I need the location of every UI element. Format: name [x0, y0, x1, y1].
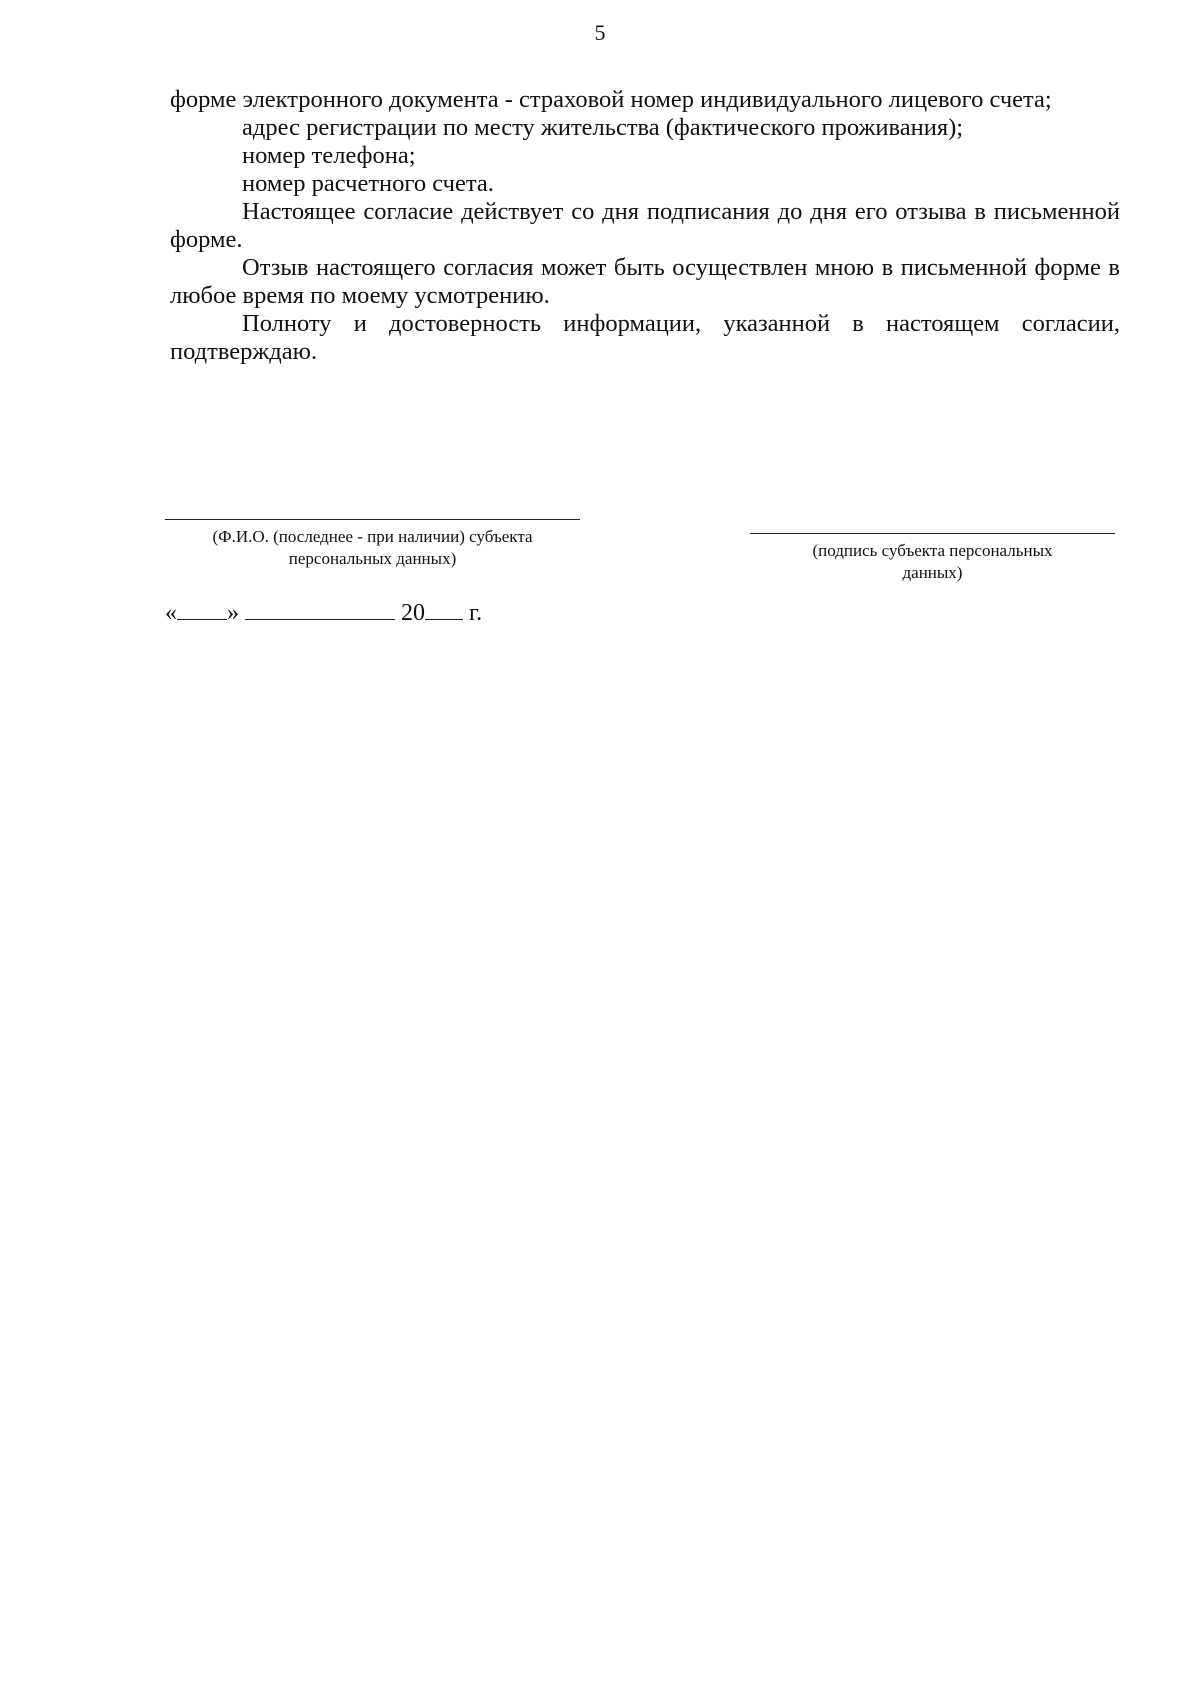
date-day-blank[interactable] [177, 601, 227, 620]
paragraph-validity: Настоящее согласие действует со дня подписания до дня его отзыва в письменной форме. [170, 198, 1120, 253]
signature-caption-line2: данных) [902, 563, 963, 582]
name-blank-line[interactable] [165, 519, 580, 520]
signature-caption-line1: (подпись субъекта персональных [812, 541, 1053, 560]
page-number: 5 [594, 20, 606, 45]
date-close-quote: » [227, 600, 239, 626]
date-year-blank[interactable] [425, 601, 463, 620]
name-caption-line2: персональных данных) [288, 549, 457, 568]
signature-blank-line[interactable] [750, 533, 1115, 534]
name-caption-line1: (Ф.И.О. (последнее - при наличии) субъекта [212, 527, 533, 546]
date-field [165, 600, 482, 627]
signature-caption [750, 540, 1115, 584]
date-year-prefix: 20 [401, 600, 425, 626]
date-month-blank[interactable] [245, 601, 395, 620]
paragraph-snils: форме электронного документа - страховой номер индивидуального лицевого счета; [170, 86, 1052, 113]
paragraph-account: номер расчетного счета. [242, 170, 494, 197]
name-caption [165, 526, 580, 570]
paragraph-confirmation: Полноту и достоверность информации, указанной в настоящем согласии, подтверждаю. [170, 310, 1120, 365]
consent-body [170, 86, 1120, 366]
date-year-suffix: г. [469, 600, 483, 626]
paragraph-address: адрес регистрации по месту жительства (фактического проживания); [242, 114, 964, 141]
date-open-quote: « [165, 600, 177, 626]
name-signature-field [165, 519, 580, 570]
paragraph-phone: номер телефона; [242, 142, 416, 169]
signature-field [750, 533, 1115, 584]
paragraph-revocation: Отзыв настоящего согласия может быть осуществлен мною в письменной форме в любое время по моему усмотрению. [170, 254, 1120, 309]
